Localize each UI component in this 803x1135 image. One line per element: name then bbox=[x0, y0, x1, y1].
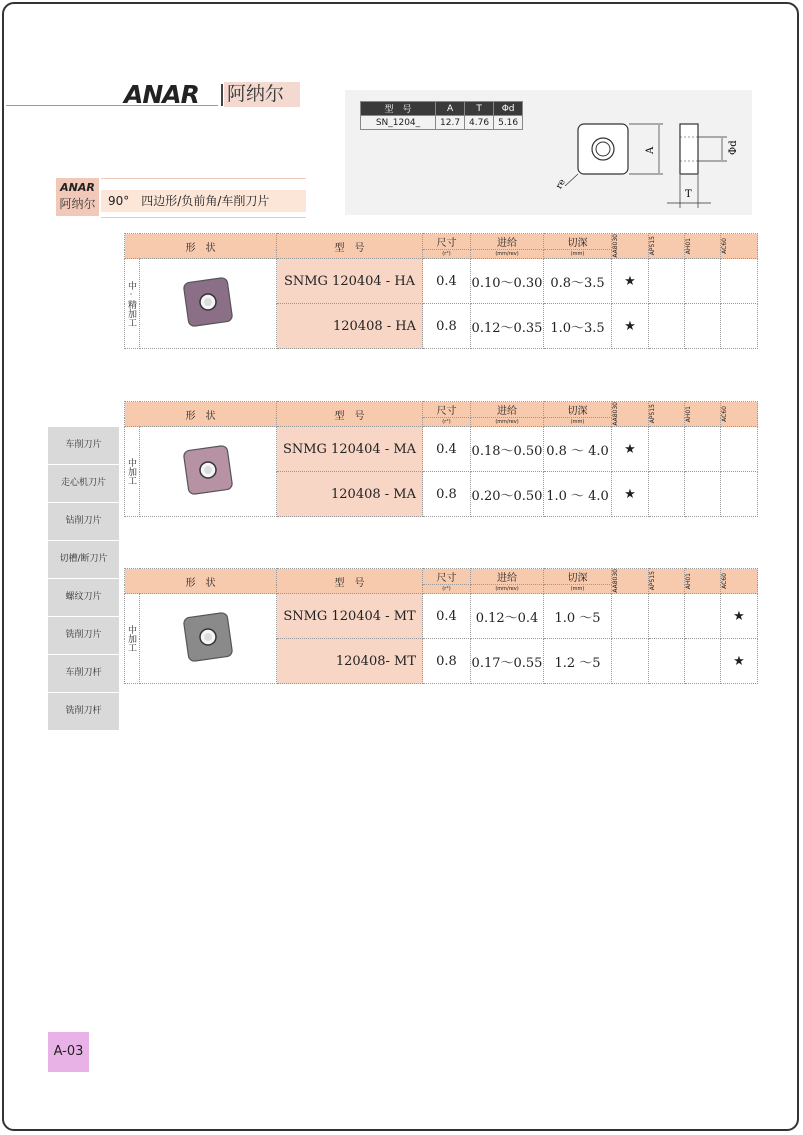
header-model: 型 号 bbox=[277, 234, 423, 259]
process-text: 中加工 bbox=[126, 458, 136, 485]
spec-header-model: 型 号 bbox=[361, 102, 436, 116]
grade-label: AP515 bbox=[649, 571, 656, 591]
spec-cell-model: SN_1204_ bbox=[361, 116, 436, 130]
spec-cell-a: 12.7 bbox=[436, 116, 465, 130]
header-size: 尺寸 bbox=[423, 569, 471, 585]
depth-cell: 1.0～3.5 bbox=[544, 304, 612, 349]
grade-mark: ★ bbox=[612, 427, 649, 472]
depth-cell: 0.8～3.5 bbox=[544, 259, 612, 304]
grade-mark: ★ bbox=[612, 472, 649, 517]
brand-logo: ANAR bbox=[124, 80, 199, 109]
process-label bbox=[125, 594, 140, 684]
model-cell: SNMG 120404 - HA bbox=[277, 259, 423, 304]
header-feed-unit: (mm/rev) bbox=[471, 418, 544, 427]
grade-mark bbox=[721, 472, 758, 517]
header-model: 型 号 bbox=[277, 569, 423, 594]
insert-image bbox=[140, 427, 277, 517]
dim-phid-label: Φd bbox=[728, 140, 739, 155]
header-feed: 进给 bbox=[471, 402, 544, 418]
feed-cell: 0.17～0.55 bbox=[471, 639, 544, 684]
header-grade bbox=[612, 569, 649, 594]
radius-cell: 0.4 bbox=[423, 259, 471, 304]
header-feed: 进给 bbox=[471, 569, 544, 585]
grade-mark: ★ bbox=[721, 594, 758, 639]
radius-cell: 0.4 bbox=[423, 427, 471, 472]
insert-icon bbox=[178, 272, 238, 332]
insert-image bbox=[140, 594, 277, 684]
header-size: 尺寸 bbox=[423, 234, 471, 250]
header-depth-unit: (mm) bbox=[544, 418, 612, 427]
insert-image bbox=[140, 259, 277, 349]
header-grade bbox=[721, 234, 758, 259]
grade-mark bbox=[721, 259, 758, 304]
badge-cn: 阿纳尔 bbox=[59, 197, 96, 211]
grade-mark bbox=[612, 639, 649, 684]
header-size: 尺寸 bbox=[423, 402, 471, 418]
feed-cell: 0.18～0.50 bbox=[471, 427, 544, 472]
table-row bbox=[125, 259, 758, 304]
feed-cell: 0.12～0.4 bbox=[471, 594, 544, 639]
grade-mark: ★ bbox=[721, 639, 758, 684]
grade-label: AH01 bbox=[685, 405, 692, 423]
grade-mark bbox=[721, 427, 758, 472]
grade-mark bbox=[685, 304, 721, 349]
spec-table bbox=[360, 101, 523, 130]
spec-header-d: Φd bbox=[494, 102, 523, 116]
feed-cell: 0.12～0.35 bbox=[471, 304, 544, 349]
spec-header-t: T bbox=[465, 102, 494, 116]
side-nav-item[interactable]: 走心机刀片 bbox=[48, 465, 119, 503]
dim-t-label: T bbox=[685, 189, 692, 200]
spec-cell-d: 5.16 bbox=[494, 116, 523, 130]
header-grade bbox=[685, 402, 721, 427]
side-nav-item[interactable]: 螺纹刀片 bbox=[48, 579, 119, 617]
insert-icon bbox=[178, 607, 238, 667]
process-label bbox=[125, 427, 140, 517]
product-table bbox=[124, 568, 758, 684]
logo-divider bbox=[221, 84, 223, 106]
page-number: A-03 bbox=[48, 1032, 89, 1072]
category-badge bbox=[56, 178, 99, 216]
product-table bbox=[124, 233, 758, 349]
radius-cell: 0.4 bbox=[423, 594, 471, 639]
grade-mark bbox=[721, 304, 758, 349]
feed-cell: 0.10～0.30 bbox=[471, 259, 544, 304]
header-feed: 进给 bbox=[471, 234, 544, 250]
header-shape: 形 状 bbox=[125, 234, 277, 259]
model-cell: 120408 - MA bbox=[277, 472, 423, 517]
header-grade bbox=[685, 569, 721, 594]
side-nav bbox=[48, 427, 119, 731]
spec-cell-t: 4.76 bbox=[465, 116, 494, 130]
product-table bbox=[124, 401, 758, 517]
grade-mark: ★ bbox=[612, 304, 649, 349]
grade-label: AA8030 bbox=[612, 402, 619, 426]
header-shape: 形 状 bbox=[125, 402, 277, 427]
insert-icon bbox=[178, 440, 238, 500]
table-row bbox=[125, 427, 758, 472]
depth-cell: 0.8 ～ 4.0 bbox=[544, 427, 612, 472]
header-depth-unit: (mm) bbox=[544, 585, 612, 594]
header-grade bbox=[612, 234, 649, 259]
grade-mark bbox=[685, 472, 721, 517]
grade-mark bbox=[649, 427, 685, 472]
header-grade bbox=[721, 402, 758, 427]
grade-label: AP515 bbox=[649, 404, 656, 424]
header-size-unit: (r°) bbox=[423, 418, 471, 427]
spec-header-a: A bbox=[436, 102, 465, 116]
grade-label: AP515 bbox=[649, 236, 656, 256]
grade-mark bbox=[685, 594, 721, 639]
grade-label: AH01 bbox=[685, 237, 692, 255]
model-cell: 120408 - HA bbox=[277, 304, 423, 349]
header-grade bbox=[649, 402, 685, 427]
process-label bbox=[125, 259, 140, 349]
radius-cell: 0.8 bbox=[423, 639, 471, 684]
side-nav-item[interactable]: 切槽/断刀片 bbox=[48, 541, 119, 579]
grade-mark bbox=[649, 472, 685, 517]
grade-mark bbox=[685, 259, 721, 304]
grade-label: AC60 bbox=[721, 406, 728, 422]
radius-cell: 0.8 bbox=[423, 304, 471, 349]
grade-mark bbox=[612, 594, 649, 639]
feed-cell: 0.20～0.50 bbox=[471, 472, 544, 517]
grade-mark bbox=[649, 304, 685, 349]
side-nav-item[interactable]: 车削刀杆 bbox=[48, 655, 119, 693]
side-nav-item[interactable]: 车削刀片 bbox=[48, 427, 119, 465]
depth-cell: 1.2 ～5 bbox=[544, 639, 612, 684]
badge-logo: ANAR bbox=[60, 181, 95, 194]
header-size-unit: (r°) bbox=[423, 250, 471, 259]
grade-mark: ★ bbox=[612, 259, 649, 304]
header-feed-unit: (mm/rev) bbox=[471, 585, 544, 594]
side-nav-item[interactable]: 铣削刀杆 bbox=[48, 693, 119, 731]
category-title: 90° 四边形/负前角/车削刀片 bbox=[101, 190, 306, 212]
depth-cell: 1.0 ～5 bbox=[544, 594, 612, 639]
dim-a-label: A bbox=[645, 146, 656, 154]
depth-cell: 1.0 ～ 4.0 bbox=[544, 472, 612, 517]
model-cell: SNMG 120404 - MA bbox=[277, 427, 423, 472]
header-depth-unit: (mm) bbox=[544, 250, 612, 259]
dim-re-label: re bbox=[554, 177, 568, 191]
header-depth: 切深 bbox=[544, 234, 612, 250]
header-grade bbox=[649, 569, 685, 594]
header-grade bbox=[685, 234, 721, 259]
grade-mark bbox=[649, 259, 685, 304]
header-model: 型 号 bbox=[277, 402, 423, 427]
model-cell: SNMG 120404 - MT bbox=[277, 594, 423, 639]
header-grade bbox=[721, 569, 758, 594]
grade-mark bbox=[685, 639, 721, 684]
header-depth: 切深 bbox=[544, 569, 612, 585]
grade-label: AC60 bbox=[721, 573, 728, 589]
process-text: 中加工 bbox=[126, 625, 136, 652]
model-cell: 120408- MT bbox=[277, 639, 423, 684]
grade-mark bbox=[649, 639, 685, 684]
grade-label: AA8030 bbox=[612, 569, 619, 593]
header-size-unit: (r°) bbox=[423, 585, 471, 594]
side-nav-item[interactable]: 铣削刀片 bbox=[48, 617, 119, 655]
radius-cell: 0.8 bbox=[423, 472, 471, 517]
table-row bbox=[125, 594, 758, 639]
side-nav-item[interactable]: 钻削刀片 bbox=[48, 503, 119, 541]
grade-label: AC60 bbox=[721, 238, 728, 254]
header-grade bbox=[612, 402, 649, 427]
brand-name-cn: 阿纳尔 bbox=[224, 82, 300, 107]
header-depth: 切深 bbox=[544, 402, 612, 418]
grade-mark bbox=[649, 594, 685, 639]
header-grade bbox=[649, 234, 685, 259]
grade-label: AA8030 bbox=[612, 234, 619, 258]
grade-mark bbox=[685, 427, 721, 472]
header-shape: 形 状 bbox=[125, 569, 277, 594]
process-text: 中·精加工 bbox=[126, 280, 136, 327]
grade-label: AH01 bbox=[685, 572, 692, 590]
header-feed-unit: (mm/rev) bbox=[471, 250, 544, 259]
